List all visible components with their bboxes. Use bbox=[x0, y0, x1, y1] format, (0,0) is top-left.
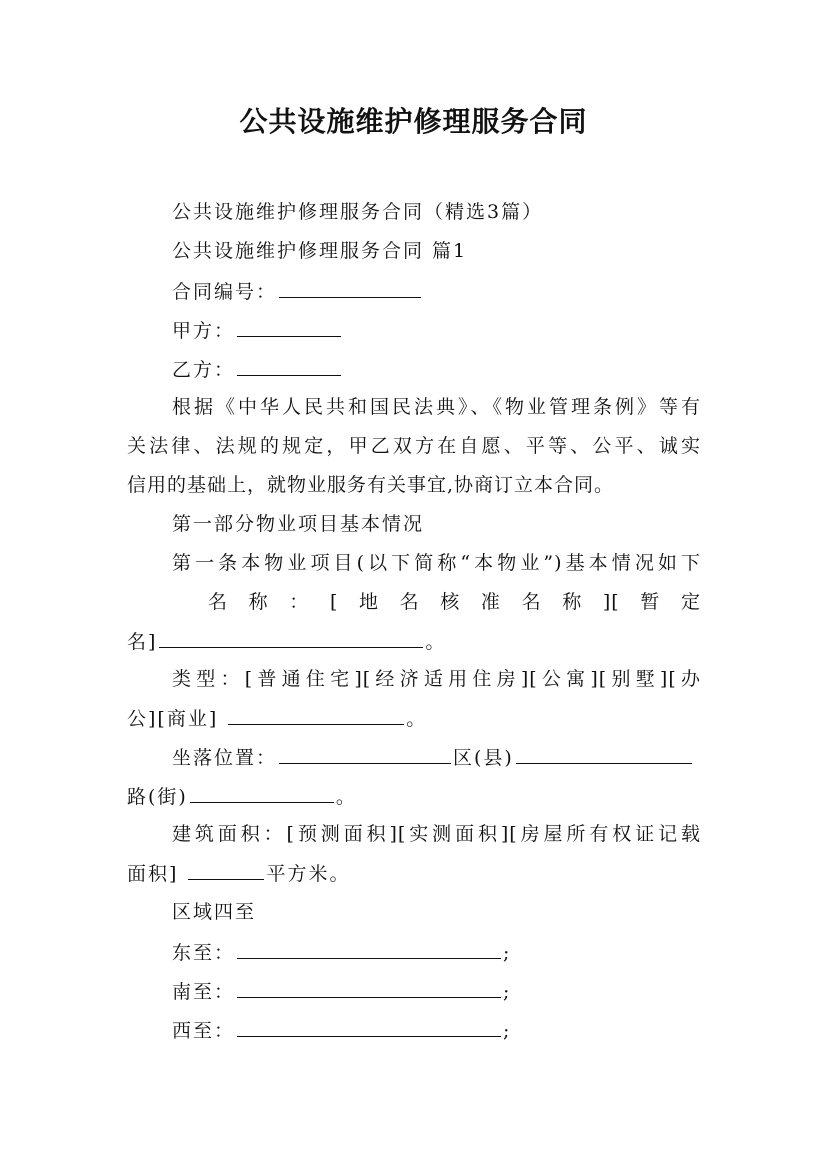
name-line-1: 名称：[地名核准名称][暂定 bbox=[208, 591, 701, 613]
article1: 第一条本物业项目(以下简称“本物业”)基本情况如下 bbox=[172, 552, 701, 574]
intro-line-3: 信用的基础上，就物业服务有关事宜,协商订立本合同。 bbox=[127, 474, 615, 496]
party-a-label: 甲方： bbox=[172, 320, 236, 342]
contract-number-line bbox=[172, 279, 423, 304]
section-heading: 公共设施维护修理服务合同 篇1 bbox=[172, 240, 468, 262]
location-district-blank bbox=[279, 745, 451, 764]
east-end: ; bbox=[503, 942, 512, 964]
west-boundary-line bbox=[172, 1018, 511, 1043]
south-boundary-line bbox=[172, 979, 511, 1004]
type-blank bbox=[228, 706, 404, 725]
area-line-2-prefix: 面积] bbox=[127, 863, 179, 885]
south-label: 南至： bbox=[172, 981, 236, 1003]
contract-number-label: 合同编号： bbox=[172, 281, 278, 303]
type-line-2 bbox=[127, 706, 427, 731]
west-blank bbox=[237, 1018, 501, 1037]
subtitle: 公共设施维护修理服务合同（精选3篇） bbox=[172, 201, 544, 223]
type-line-2-suffix: 。 bbox=[406, 708, 428, 730]
area-blank bbox=[188, 861, 264, 880]
south-blank bbox=[237, 979, 501, 998]
area-line-2-suffix: 平方米。 bbox=[266, 863, 351, 885]
type-line-2-prefix: 公][商业] bbox=[127, 708, 219, 730]
party-a-blank bbox=[237, 318, 341, 337]
west-end: ; bbox=[503, 1020, 512, 1042]
document-title: 公共设施维护修理服务合同 bbox=[239, 105, 588, 138]
party-b-blank bbox=[237, 357, 341, 376]
location-street-blank bbox=[190, 784, 334, 803]
name-blank bbox=[159, 629, 423, 648]
location-line-2-prefix: 路(街) bbox=[127, 786, 188, 808]
area-line-2 bbox=[127, 861, 350, 886]
intro-line-2: 关法律、法规的规定，甲乙双方在自愿、平等、公平、诚实 bbox=[127, 435, 701, 457]
east-boundary-line bbox=[172, 940, 511, 965]
boundary-heading: 区域四至 bbox=[172, 901, 257, 923]
east-label: 东至： bbox=[172, 942, 236, 964]
area-line-1: 建筑面积：[预测面积][实测面积][房屋所有权证记载 bbox=[172, 823, 701, 845]
part1-heading: 第一部分物业项目基本情况 bbox=[172, 513, 425, 535]
name-line-2-suffix: 。 bbox=[425, 631, 447, 653]
name-line-2 bbox=[127, 629, 446, 654]
location-label: 坐落位置： bbox=[172, 747, 278, 769]
party-b-label: 乙方： bbox=[172, 359, 236, 381]
party-b-line bbox=[172, 357, 343, 382]
location-mid: 区(县) bbox=[453, 747, 514, 769]
location-line-2 bbox=[127, 784, 357, 809]
east-blank bbox=[237, 940, 501, 959]
location-road-blank bbox=[516, 745, 692, 764]
type-line-1: 类型：[普通住宅][经济适用住房][公寓][别墅][办 bbox=[172, 668, 701, 690]
location-line-1 bbox=[172, 745, 694, 770]
west-label: 西至： bbox=[172, 1020, 236, 1042]
name-line-2-prefix: 名] bbox=[127, 631, 158, 653]
location-line-2-suffix: 。 bbox=[335, 786, 357, 808]
intro-line-1: 根据《中华人民共和国民法典》、《物业管理条例》等有 bbox=[172, 396, 701, 418]
south-end: ; bbox=[503, 981, 512, 1003]
contract-number-blank bbox=[279, 279, 421, 298]
party-a-line bbox=[172, 318, 343, 343]
